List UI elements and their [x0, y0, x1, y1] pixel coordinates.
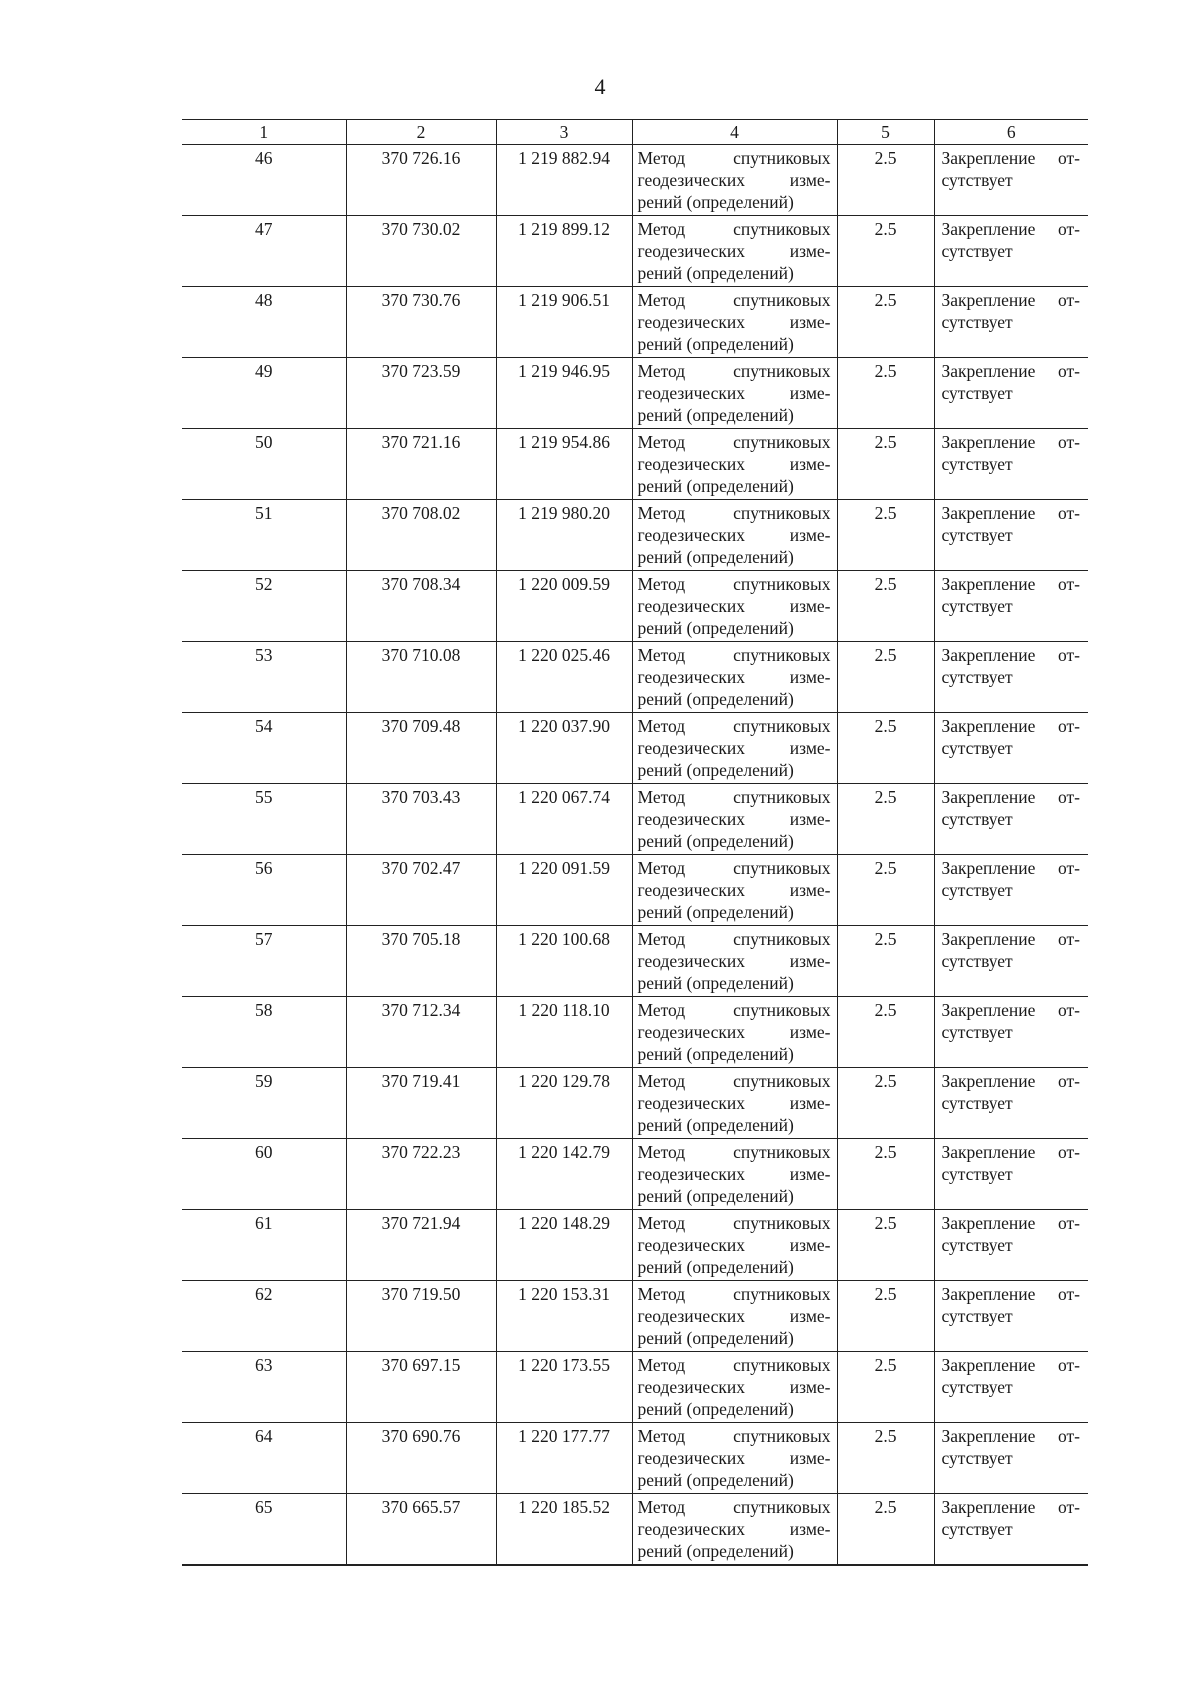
method-line: геодезических изме- — [637, 170, 831, 190]
mount-line: сутствует — [941, 809, 1013, 829]
method-line: Метод спутниковых — [637, 574, 831, 594]
method-line: геодезических изме- — [637, 312, 831, 332]
table-row — [182, 1139, 1088, 1210]
header-col-5: 5 — [837, 120, 934, 145]
point-number-cell: 50 — [182, 429, 346, 500]
method-line: Метод спутниковых — [637, 1355, 831, 1375]
coordinate-x-cell: 370 723.59 — [346, 358, 496, 429]
coordinate-y-cell: 1 219 882.94 — [496, 145, 632, 216]
accuracy-cell: 2.5 — [837, 1210, 934, 1281]
method-cell — [632, 287, 837, 358]
method-line: геодезических изме- — [637, 1093, 831, 1113]
coordinate-x-cell: 370 726.16 — [346, 145, 496, 216]
table-row — [182, 855, 1088, 926]
point-number-cell: 59 — [182, 1068, 346, 1139]
method-line: рений (определений) — [637, 618, 794, 638]
mount-description-cell — [934, 1281, 1088, 1352]
mount-description-cell — [934, 1494, 1088, 1565]
mount-line: сутствует — [941, 525, 1013, 545]
mount-line: Закрепление от- — [941, 1497, 1080, 1517]
table-row — [182, 145, 1088, 216]
mount-line: сутствует — [941, 951, 1013, 971]
coordinate-y-cell: 1 220 173.55 — [496, 1352, 632, 1423]
mount-line: сутствует — [941, 1306, 1013, 1326]
method-line: рений (определений) — [637, 1115, 794, 1135]
method-line: Метод спутниковых — [637, 858, 831, 878]
table-row — [182, 784, 1088, 855]
coordinate-x-cell: 370 712.34 — [346, 997, 496, 1068]
coordinate-y-cell: 1 220 177.77 — [496, 1423, 632, 1494]
point-number-cell: 64 — [182, 1423, 346, 1494]
method-line: геодезических изме- — [637, 525, 831, 545]
mount-line: Закрепление от- — [941, 1071, 1080, 1091]
mount-description-cell — [934, 358, 1088, 429]
mount-description-cell — [934, 642, 1088, 713]
method-line: Метод спутниковых — [637, 929, 831, 949]
accuracy-cell: 2.5 — [837, 1281, 934, 1352]
method-line: геодезических изме- — [637, 1448, 831, 1468]
method-line: рений (определений) — [637, 1328, 794, 1348]
method-cell — [632, 713, 837, 784]
coordinate-y-cell: 1 220 153.31 — [496, 1281, 632, 1352]
method-line: Метод спутниковых — [637, 290, 831, 310]
accuracy-cell: 2.5 — [837, 358, 934, 429]
coordinate-x-cell: 370 730.02 — [346, 216, 496, 287]
point-number-cell: 58 — [182, 997, 346, 1068]
mount-line: Закрепление от- — [941, 1426, 1080, 1446]
mount-line: Закрепление от- — [941, 716, 1080, 736]
coordinate-y-cell: 1 220 009.59 — [496, 571, 632, 642]
table-row — [182, 216, 1088, 287]
mount-line: сутствует — [941, 1377, 1013, 1397]
coordinates-table — [182, 119, 1088, 1566]
mount-description-cell — [934, 571, 1088, 642]
accuracy-cell: 2.5 — [837, 1494, 934, 1565]
method-line: геодезических изме- — [637, 951, 831, 971]
table-row — [182, 1423, 1088, 1494]
table-row — [182, 429, 1088, 500]
mount-line: Закрепление от- — [941, 645, 1080, 665]
mount-description-cell — [934, 784, 1088, 855]
method-line: рений (определений) — [637, 1470, 794, 1490]
accuracy-cell: 2.5 — [837, 784, 934, 855]
mount-description-cell — [934, 997, 1088, 1068]
mount-description-cell — [934, 926, 1088, 997]
point-number-cell: 56 — [182, 855, 346, 926]
mount-description-cell — [934, 1423, 1088, 1494]
method-line: Метод спутниковых — [637, 503, 831, 523]
accuracy-cell: 2.5 — [837, 1068, 934, 1139]
accuracy-cell: 2.5 — [837, 1423, 934, 1494]
table-header-row — [182, 120, 1088, 145]
method-line: рений (определений) — [637, 1399, 794, 1419]
method-cell — [632, 997, 837, 1068]
method-line: рений (определений) — [637, 405, 794, 425]
mount-line: сутствует — [941, 454, 1013, 474]
mount-line: сутствует — [941, 312, 1013, 332]
point-number-cell: 51 — [182, 500, 346, 571]
method-cell — [632, 1068, 837, 1139]
mount-description-cell — [934, 1139, 1088, 1210]
coordinate-y-cell: 1 220 037.90 — [496, 713, 632, 784]
coordinate-y-cell: 1 220 148.29 — [496, 1210, 632, 1281]
coordinate-x-cell: 370 708.02 — [346, 500, 496, 571]
point-number-cell: 48 — [182, 287, 346, 358]
method-line: Метод спутниковых — [637, 787, 831, 807]
accuracy-cell: 2.5 — [837, 997, 934, 1068]
method-line: Метод спутниковых — [637, 1000, 831, 1020]
mount-line: Закрепление от- — [941, 432, 1080, 452]
mount-line: сутствует — [941, 1164, 1013, 1184]
method-cell — [632, 571, 837, 642]
method-line: Метод спутниковых — [637, 645, 831, 665]
method-line: Метод спутниковых — [637, 716, 831, 736]
coordinate-x-cell: 370 697.15 — [346, 1352, 496, 1423]
table-row — [182, 287, 1088, 358]
method-line: геодезических изме- — [637, 241, 831, 261]
point-number-cell: 49 — [182, 358, 346, 429]
point-number-cell: 63 — [182, 1352, 346, 1423]
point-number-cell: 47 — [182, 216, 346, 287]
table-row — [182, 571, 1088, 642]
method-line: рений (определений) — [637, 263, 794, 283]
coordinate-x-cell: 370 690.76 — [346, 1423, 496, 1494]
method-line: геодезических изме- — [637, 667, 831, 687]
accuracy-cell: 2.5 — [837, 500, 934, 571]
method-cell — [632, 1139, 837, 1210]
mount-description-cell — [934, 216, 1088, 287]
mount-line: сутствует — [941, 1022, 1013, 1042]
mount-line: сутствует — [941, 170, 1013, 190]
mount-line: сутствует — [941, 383, 1013, 403]
mount-line: сутствует — [941, 667, 1013, 687]
method-line: рений (определений) — [637, 547, 794, 567]
header-col-3: 3 — [496, 120, 632, 145]
coordinate-y-cell: 1 220 129.78 — [496, 1068, 632, 1139]
coordinate-y-cell: 1 220 091.59 — [496, 855, 632, 926]
method-cell — [632, 855, 837, 926]
mount-line: Закрепление от- — [941, 290, 1080, 310]
coordinate-x-cell: 370 721.94 — [346, 1210, 496, 1281]
mount-line: Закрепление от- — [941, 219, 1080, 239]
method-line: Метод спутниковых — [637, 432, 831, 452]
method-cell — [632, 926, 837, 997]
point-number-cell: 54 — [182, 713, 346, 784]
mount-line: Закрепление от- — [941, 1142, 1080, 1162]
mount-description-cell — [934, 429, 1088, 500]
mount-line: Закрепление от- — [941, 787, 1080, 807]
mount-line: Закрепление от- — [941, 1000, 1080, 1020]
coordinate-y-cell: 1 219 899.12 — [496, 216, 632, 287]
method-cell — [632, 784, 837, 855]
table-body — [182, 145, 1088, 1565]
accuracy-cell: 2.5 — [837, 1139, 934, 1210]
mount-line: сутствует — [941, 738, 1013, 758]
method-line: геодезических изме- — [637, 738, 831, 758]
accuracy-cell: 2.5 — [837, 287, 934, 358]
header-col-2: 2 — [346, 120, 496, 145]
mount-line: Закрепление от- — [941, 1284, 1080, 1304]
coordinate-x-cell: 370 705.18 — [346, 926, 496, 997]
method-line: геодезических изме- — [637, 383, 831, 403]
coordinate-y-cell: 1 220 067.74 — [496, 784, 632, 855]
table-row — [182, 1352, 1088, 1423]
table-row — [182, 642, 1088, 713]
method-line: рений (определений) — [637, 334, 794, 354]
mount-line: Закрепление от- — [941, 148, 1080, 168]
mount-description-cell — [934, 145, 1088, 216]
method-line: геодезических изме- — [637, 1519, 831, 1539]
point-number-cell: 60 — [182, 1139, 346, 1210]
point-number-cell: 57 — [182, 926, 346, 997]
header-col-1: 1 — [182, 120, 346, 145]
point-number-cell: 65 — [182, 1494, 346, 1565]
coordinate-y-cell: 1 219 980.20 — [496, 500, 632, 571]
method-line: геодезических изме- — [637, 1377, 831, 1397]
method-line: Метод спутниковых — [637, 1142, 831, 1162]
point-number-cell: 52 — [182, 571, 346, 642]
table-row — [182, 1068, 1088, 1139]
mount-line: сутствует — [941, 1235, 1013, 1255]
mount-description-cell — [934, 713, 1088, 784]
coordinate-x-cell: 370 719.41 — [346, 1068, 496, 1139]
method-cell — [632, 1423, 837, 1494]
mount-description-cell — [934, 1352, 1088, 1423]
method-cell — [632, 216, 837, 287]
mount-line: сутствует — [941, 1519, 1013, 1539]
page-number: 4 — [594, 74, 606, 99]
mount-line: Закрепление от- — [941, 503, 1080, 523]
method-line: Метод спутниковых — [637, 1213, 831, 1233]
mount-line: Закрепление от- — [941, 1213, 1080, 1233]
accuracy-cell: 2.5 — [837, 145, 934, 216]
mount-line: сутствует — [941, 241, 1013, 261]
mount-line: Закрепление от- — [941, 1355, 1080, 1375]
mount-line: сутствует — [941, 1093, 1013, 1113]
mount-line: Закрепление от- — [941, 361, 1080, 381]
method-line: геодезических изме- — [637, 809, 831, 829]
method-line: рений (определений) — [637, 902, 794, 922]
mount-line: Закрепление от- — [941, 929, 1080, 949]
table-row — [182, 1494, 1088, 1565]
mount-description-cell — [934, 1210, 1088, 1281]
method-cell — [632, 358, 837, 429]
method-cell — [632, 1494, 837, 1565]
method-line: Метод спутниковых — [637, 148, 831, 168]
point-number-cell: 46 — [182, 145, 346, 216]
method-line: рений (определений) — [637, 1257, 794, 1277]
method-line: рений (определений) — [637, 831, 794, 851]
coordinate-x-cell: 370 719.50 — [346, 1281, 496, 1352]
method-line: рений (определений) — [637, 1541, 794, 1561]
method-line: Метод спутниковых — [637, 361, 831, 381]
method-cell — [632, 145, 837, 216]
method-cell — [632, 1281, 837, 1352]
method-line: рений (определений) — [637, 760, 794, 780]
coordinate-x-cell: 370 708.34 — [346, 571, 496, 642]
table-row — [182, 500, 1088, 571]
mount-line: Закрепление от- — [941, 858, 1080, 878]
coordinate-y-cell: 1 219 906.51 — [496, 287, 632, 358]
table-row — [182, 926, 1088, 997]
method-line: геодезических изме- — [637, 880, 831, 900]
method-line: Метод спутниковых — [637, 219, 831, 239]
accuracy-cell: 2.5 — [837, 429, 934, 500]
coordinate-x-cell: 370 710.08 — [346, 642, 496, 713]
mount-description-cell — [934, 1068, 1088, 1139]
method-line: Метод спутниковых — [637, 1426, 831, 1446]
method-line: геодезических изме- — [637, 1306, 831, 1326]
coordinate-x-cell: 370 665.57 — [346, 1494, 496, 1565]
method-line: Метод спутниковых — [637, 1071, 831, 1091]
coordinate-x-cell: 370 721.16 — [346, 429, 496, 500]
method-line: рений (определений) — [637, 689, 794, 709]
method-line: геодезических изме- — [637, 1235, 831, 1255]
method-line: рений (определений) — [637, 476, 794, 496]
method-cell — [632, 429, 837, 500]
mount-line: сутствует — [941, 1448, 1013, 1468]
coordinate-x-cell: 370 722.23 — [346, 1139, 496, 1210]
table-row — [182, 1210, 1088, 1281]
coordinate-y-cell: 1 220 142.79 — [496, 1139, 632, 1210]
coordinate-y-cell: 1 220 100.68 — [496, 926, 632, 997]
method-cell — [632, 642, 837, 713]
coordinate-y-cell: 1 220 118.10 — [496, 997, 632, 1068]
mount-line: сутствует — [941, 880, 1013, 900]
method-line: рений (определений) — [637, 973, 794, 993]
accuracy-cell: 2.5 — [837, 1352, 934, 1423]
coordinate-y-cell: 1 219 954.86 — [496, 429, 632, 500]
method-cell — [632, 500, 837, 571]
table-row — [182, 713, 1088, 784]
accuracy-cell: 2.5 — [837, 926, 934, 997]
mount-line: Закрепление от- — [941, 574, 1080, 594]
point-number-cell: 61 — [182, 1210, 346, 1281]
method-line: геодезических изме- — [637, 1164, 831, 1184]
accuracy-cell: 2.5 — [837, 216, 934, 287]
method-line: геодезических изме- — [637, 454, 831, 474]
method-line: геодезических изме- — [637, 596, 831, 616]
table-row — [182, 997, 1088, 1068]
method-line: рений (определений) — [637, 1186, 794, 1206]
coordinate-y-cell: 1 220 025.46 — [496, 642, 632, 713]
coordinate-x-cell: 370 702.47 — [346, 855, 496, 926]
method-line: рений (определений) — [637, 192, 794, 212]
table-row — [182, 358, 1088, 429]
coordinate-y-cell: 1 220 185.52 — [496, 1494, 632, 1565]
accuracy-cell: 2.5 — [837, 571, 934, 642]
point-number-cell: 53 — [182, 642, 346, 713]
accuracy-cell: 2.5 — [837, 642, 934, 713]
method-line: Метод спутниковых — [637, 1497, 831, 1517]
accuracy-cell: 2.5 — [837, 855, 934, 926]
header-col-6: 6 — [934, 120, 1088, 145]
mount-description-cell — [934, 500, 1088, 571]
mount-line: сутствует — [941, 596, 1013, 616]
table-row — [182, 1281, 1088, 1352]
point-number-cell: 62 — [182, 1281, 346, 1352]
accuracy-cell: 2.5 — [837, 713, 934, 784]
method-cell — [632, 1210, 837, 1281]
mount-description-cell — [934, 855, 1088, 926]
header-col-4: 4 — [632, 120, 837, 145]
coordinate-y-cell: 1 219 946.95 — [496, 358, 632, 429]
method-line: Метод спутниковых — [637, 1284, 831, 1304]
coordinate-x-cell: 370 703.43 — [346, 784, 496, 855]
point-number-cell: 55 — [182, 784, 346, 855]
mount-description-cell — [934, 287, 1088, 358]
method-line: рений (определений) — [637, 1044, 794, 1064]
coordinate-x-cell: 370 730.76 — [346, 287, 496, 358]
method-line: геодезических изме- — [637, 1022, 831, 1042]
method-cell — [632, 1352, 837, 1423]
coordinate-x-cell: 370 709.48 — [346, 713, 496, 784]
